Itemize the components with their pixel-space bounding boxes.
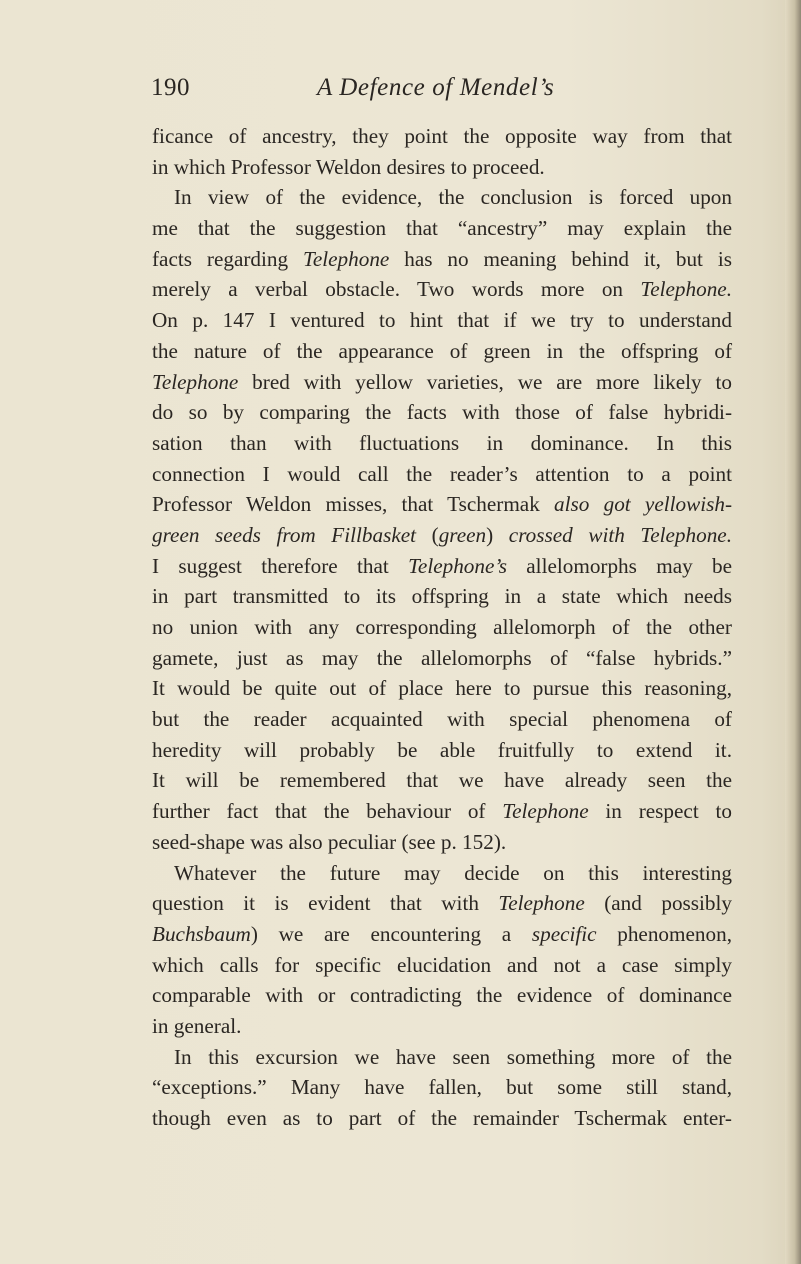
text-line: gamete, just as may the allelomorphs of “false hybrids.” xyxy=(152,645,732,670)
text-line: merely a verbal obstacle. Two words more on Telephone. xyxy=(152,277,732,302)
text-line: It will be remembered that we have already seen the xyxy=(152,768,732,793)
running-title: A Defence of Mendel’s xyxy=(317,74,555,101)
text-line: sation than with fluctuations in dominance. In this xyxy=(152,430,732,455)
text-line: In this excursion we have seen something more of the xyxy=(174,1044,732,1069)
text-line: green seeds from Fillbasket (green) crossed with Telephone. xyxy=(152,522,732,547)
text-line: In view of the evidence, the conclusion is forced upon xyxy=(174,185,732,210)
text-line: seed-shape was also peculiar (see p. 152). xyxy=(152,829,507,854)
text-line: though even as to part of the remainder Tschermak enter- xyxy=(152,1106,732,1130)
text-line: me that the suggestion that “ancestry” may explain the xyxy=(152,216,732,241)
text-line: no union with any corresponding allelomorph of the other xyxy=(152,615,732,639)
text-line: in general. xyxy=(152,1013,242,1038)
text-line: “exceptions.” Many have fallen, but some still stand, xyxy=(152,1075,732,1100)
text-line: On p. 147 I ventured to hint that if we try to understand xyxy=(152,308,732,333)
text-line: Telephone bred with yellow varieties, we are more likely to xyxy=(152,369,732,394)
text-line: ficance of ancestry, they point the opposite way from that xyxy=(152,124,732,148)
text-line: heredity will probably be able fruitfully to extend it. xyxy=(152,737,732,762)
body-text xyxy=(152,121,732,1134)
page-number: 190 xyxy=(151,74,190,101)
page-edge-shadow xyxy=(785,0,801,1264)
text-line: in which Professor Weldon desires to proceed. xyxy=(152,154,545,179)
text-line: do so by comparing the facts with those of false hybridi- xyxy=(152,400,732,425)
text-line: in part transmitted to its offspring in a state which needs xyxy=(152,584,732,609)
text-line: question it is evident that with Telephone (and possibly xyxy=(152,891,732,916)
text-line: It would be quite out of place here to pursue this reasoning, xyxy=(152,676,732,701)
text-line: comparable with or contradicting the evidence of dominance xyxy=(152,983,732,1008)
text-line: which calls for specific elucidation and not a case simply xyxy=(152,952,732,977)
text-line: Whatever the future may decide on this interesting xyxy=(174,860,732,885)
text-line: the nature of the appearance of green in the offspring of xyxy=(152,338,732,363)
text-line: connection I would call the reader’s attention to a point xyxy=(152,461,732,486)
text-line: facts regarding Telephone has no meaning behind it, but is xyxy=(152,246,732,271)
text-line: I suggest therefore that Telephone’s allelomorphs may be xyxy=(152,553,732,578)
text-line: but the reader acquainted with special phenomena of xyxy=(152,707,732,732)
text-line: Buchsbaum) we are encountering a specific phenomenon, xyxy=(152,921,732,946)
page-header xyxy=(151,74,751,108)
text-line: further fact that the behaviour of Telephone in respect to xyxy=(152,799,732,824)
text-line: Professor Weldon misses, that Tschermak also got yellowish- xyxy=(152,492,733,517)
